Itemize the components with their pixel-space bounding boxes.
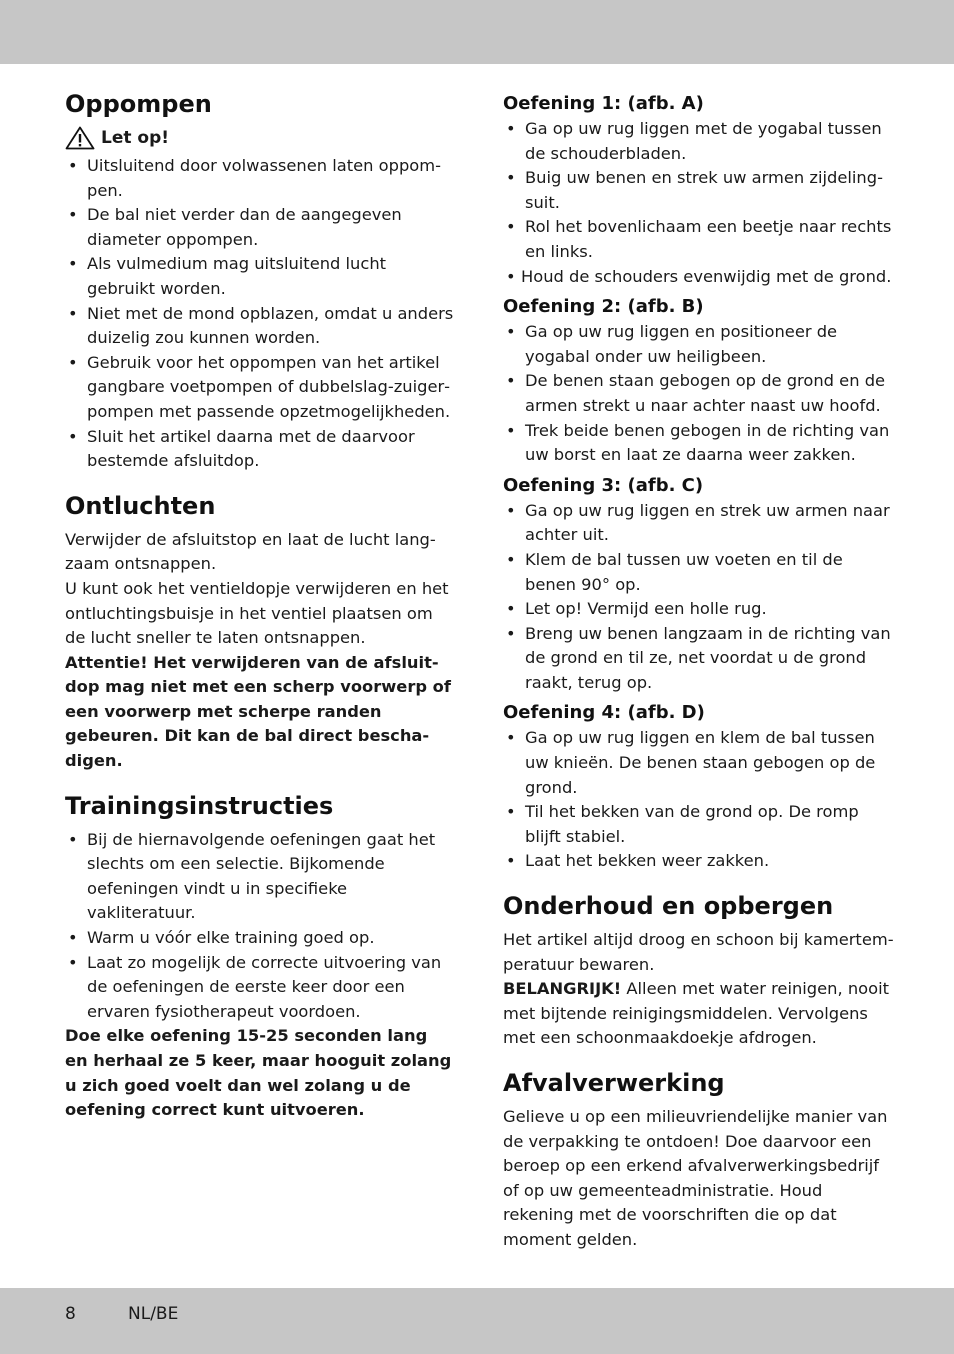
list-item: • Til het bekken van de grond op. De romp blijft stabiel. (503, 800, 895, 849)
training-note: Doe elke oefening 15-25 seconden lang en herhaal ze 5 keer, maar hooguit zolang u zich goed voelt dan wel zolang u de oefening correct kunt uitvoeren. (65, 1026, 452, 1120)
important-label: BELANGRIJK! (503, 979, 622, 999)
right-column (503, 92, 895, 1253)
list-item: • Warm u vóór elke training goed op. (65, 926, 455, 951)
list-item: • De bal niet verder dan de aangegeven diameter oppompen. (65, 203, 455, 252)
exercise-4 (503, 701, 895, 874)
exercise-list (503, 499, 895, 696)
exercise-title: Oefening 1: (afb. A) (503, 93, 704, 114)
important-text: Alleen met water reinigen, nooit met bijtende reinigingsmiddelen. Vervolgens met een schoonmaakdoekje afdrogen. (503, 979, 889, 1048)
list-item: • Als vulmedium mag uitsluitend lucht gebruikt worden. (65, 252, 455, 301)
paragraph: Verwijder de afsluitstop en laat de lucht langzaam ontsnappen. (65, 529, 436, 574)
warning-label: Let op! (101, 128, 170, 148)
exercise-2 (503, 295, 895, 468)
warning-box (65, 126, 455, 150)
list-item: • Gebruik voor het oppompen van het artikel gangbare voetpompen of dubbelslag-zuigerpompen met passende opzetmogelijkheden. (65, 351, 455, 425)
paragraph: U kunt ook het ventieldopje verwijderen en het ontluchtingsbuisje in het ventiel plaatsen om de lucht sneller te laten ontsnappen. (65, 578, 449, 648)
list-item: • Ga op uw rug liggen en strek uw armen naar achter uit. (503, 499, 895, 548)
section-oppompen (65, 88, 455, 474)
heading-oppompen: Oppompen (65, 90, 212, 118)
list-item: • De benen staan gebogen op de grond en de armen strekt u naar achter naast uw hoofd. (503, 369, 895, 418)
exercise-list (503, 320, 895, 468)
oppompen-list (65, 154, 455, 474)
language-code: NL/BE (128, 1304, 179, 1324)
training-list (65, 828, 455, 1025)
exercise-1 (503, 92, 895, 289)
list-item: • Houd de schouders evenwijdig met de grond. (503, 265, 895, 290)
list-item: • Let op! Vermijd een holle rug. (503, 597, 895, 622)
heading-ontluchten: Ontluchten (65, 491, 216, 520)
list-item: • Laat zo mogelijk de correcte uitvoering van de oefeningen de eerste keer door een ervaren fysiotherapeut voordoen. (65, 951, 455, 1025)
list-item: • Ga op uw rug liggen met de yogabal tussen de schouderbladen. (503, 117, 895, 166)
list-item: • Buig uw benen en strek uw armen zijdelingsuit. (503, 166, 895, 215)
list-item: • Ga op uw rug liggen en klem de bal tussen uw knieën. De benen staan gebogen op de grond. (503, 726, 895, 800)
list-item: • Rol het bovenlichaam een beetje naar rechts en links. (503, 215, 895, 264)
section-ontluchten (65, 490, 455, 774)
exercise-list (503, 117, 895, 289)
paragraph (503, 977, 895, 1051)
paragraph: Het artikel altijd droog en schoon bij kamertemperatuur bewaren. (503, 930, 894, 974)
list-item: • Niet met de mond opblazen, omdat u anders duizelig zou kunnen worden. (65, 302, 455, 351)
list-item: • Ga op uw rug liggen en positioneer de yogabal onder uw heiligbeen. (503, 320, 895, 369)
exercise-3 (503, 474, 895, 696)
attention-note: Attentie! Het verwijderen van de afsluitdop mag niet met een scherp voorwerp of een voorwerp met scherpe randen gebeuren. Dit kan de bal direct beschadigen. (65, 652, 451, 771)
list-item: • Sluit het artikel daarna met de daarvoor bestemde afsluitdop. (65, 425, 455, 474)
list-item: • Bij de hiernavolgende oefeningen gaat het slechts om een selectie. Bijkomende oefeningen vindt u in specifieke vakliteratuur. (65, 828, 455, 926)
page-number: 8 (65, 1304, 76, 1324)
heading-onderhoud: Onderhoud en opbergen (503, 892, 834, 921)
exercise-title: Oefening 3: (afb. C) (503, 474, 704, 496)
exercise-list (503, 726, 895, 874)
paragraph: Gelieve u op een milieuvriendelijke manier van de verpakking te ontdoen! Doe daarvoor een beroep op een erkend afvalverwerkingsbedrijf of op uw gemeenteadministratie. Houd rekening met de voorschriften die op dat moment gelden. (503, 1107, 888, 1249)
heading-afvalverwerking: Afvalverwerking (503, 1069, 725, 1097)
header-bar (0, 0, 954, 64)
exercise-title: Oefening 4: (afb. D) (503, 702, 705, 724)
section-afvalverwerking (503, 1067, 895, 1253)
exercise-title: Oefening 2: (afb. B) (503, 296, 704, 318)
list-item: • Trek beide benen gebogen in de richting van uw borst en laat ze daarna weer zakken. (503, 419, 895, 468)
list-item: • Laat het bekken weer zakken. (503, 849, 895, 874)
list-item: • Klem de bal tussen uw voeten en til de benen 90° op. (503, 548, 895, 597)
list-item: • Uitsluitend door volwassenen laten oppompen. (65, 154, 455, 203)
heading-trainingsinstructies: Trainingsinstructies (65, 791, 334, 820)
left-column (65, 88, 455, 1123)
section-trainingsinstructies (65, 790, 455, 1123)
warning-triangle-icon (65, 126, 95, 150)
section-onderhoud (503, 890, 895, 1051)
list-item: • Breng uw benen langzaam in de richting van de grond en til ze, net voordat u de grond raakt, terug op. (503, 622, 895, 696)
